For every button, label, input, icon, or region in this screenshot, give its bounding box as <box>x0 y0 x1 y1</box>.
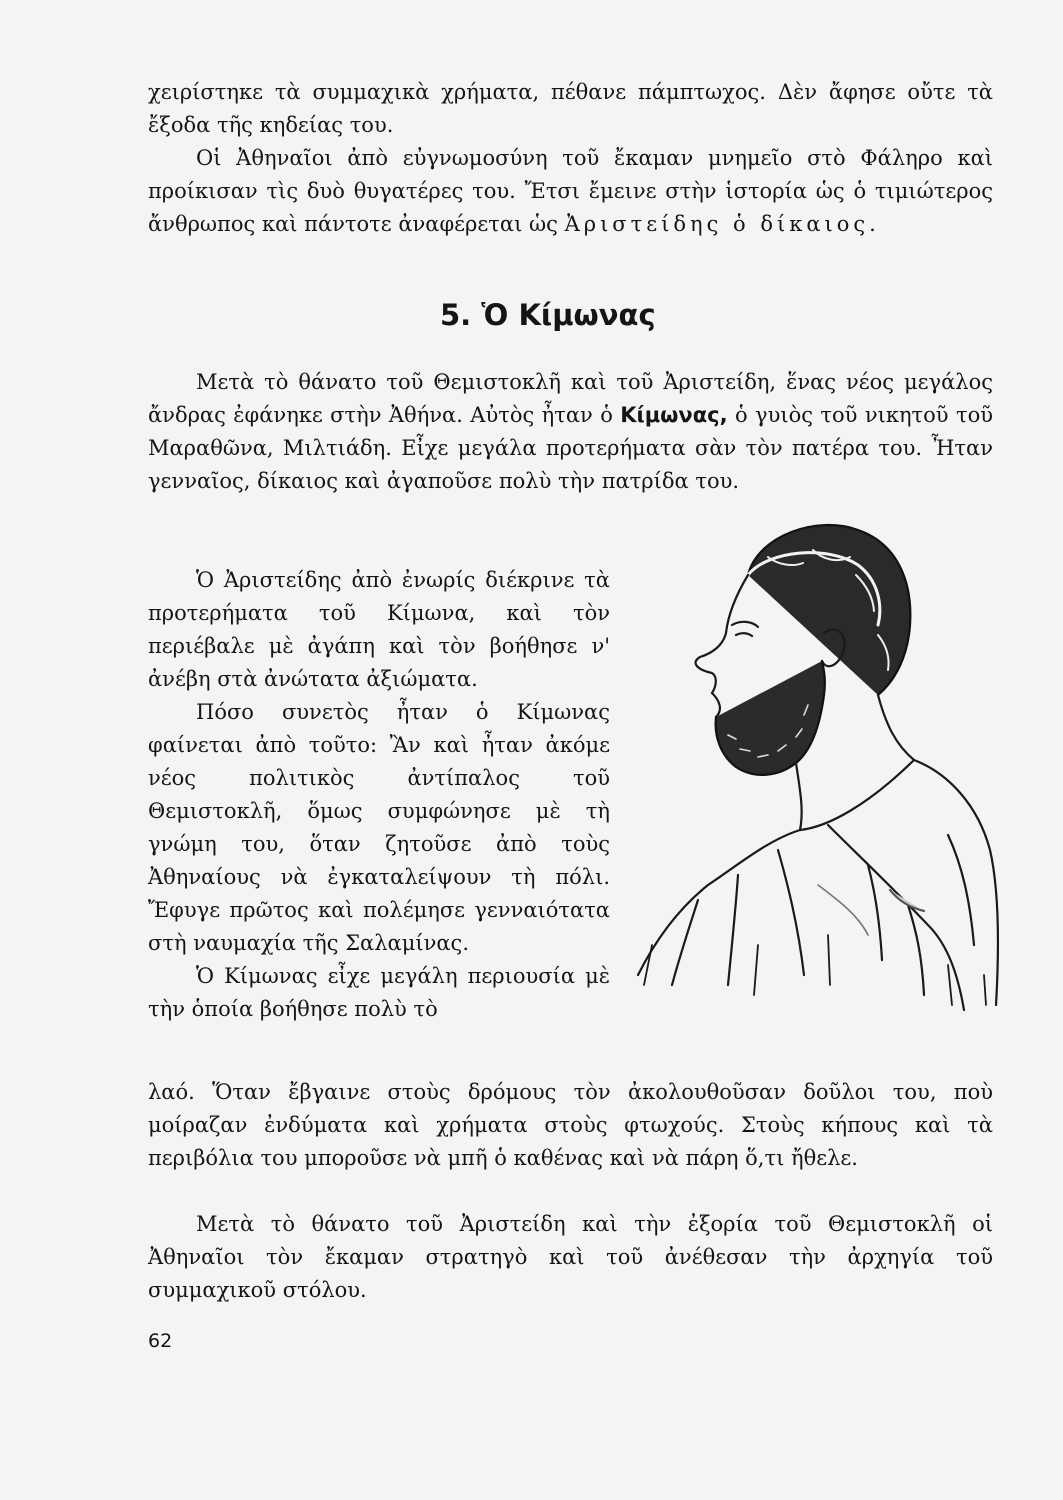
body-paragraph-5 <box>148 1208 993 1307</box>
intro-line: χειρίστηκε τὰ συμμαχικὰ χρήματα, πέθανε πάμπτωχος. Δὲν ἄφησε οὔτε τὰ ἔξοδα τῆς κηδείας του. <box>148 80 993 137</box>
intro-paragraph-1 <box>148 76 993 142</box>
p4-rest: λαό. Ὅταν ἔβγαινε στοὺς δρόμους τὸν ἀκολουθοῦσαν δοῦλοι του, ποὺ μοίραζαν ἐνδύματα καὶ χρήματα στοὺς φτωχούς. Στοὺς κήπους καὶ τὰ περιβόλια του μποροῦσε νὰ μπῆ ὁ καθένας καὶ νὰ πάρη ὅ,τι ἤθελε. <box>148 1080 993 1170</box>
body-paragraph-3: Πόσο συνετὸς ἦταν ὁ Κίμωνας φαίνεται ἀπὸ τοῦτο: Ἂν καὶ ἦταν ἀκόμε νέος πολιτικὸς ἀντίπαλος τοῦ Θεμιστοκλῆ, ὅμως συμφώνησε μὲ τὴ γνώμη του, ὅταν ζητοῦσε ἀπὸ τοὺς Ἀθηναίους νὰ ἐγκαταλείψουν τὴ πόλι. Ἔφυγε πρῶτος καὶ πολέμησε γενναιότατα στὴ ναυμαχία τῆς Σαλαμίνας. <box>148 700 610 955</box>
kimon-portrait-illustration <box>628 505 1000 1025</box>
section-title: 5. Ὁ Κίμωνας <box>440 298 656 332</box>
kimon-name: Κίμωνας, <box>620 403 728 427</box>
p1-start: Μετὰ τὸ θάνατο τοῦ Θεμιστοκλῆ καὶ τοῦ Ἀριστείδη, ἕνας νέος μεγάλος ἄνδρας ἐφάνηκε στὴν Ἀθήνα. Αὐτὸς ἦταν ὁ <box>148 370 993 427</box>
narrow-column <box>148 564 610 1026</box>
body-paragraph-1-top <box>148 366 993 498</box>
intro-text: Οἱ Ἀθηναῖοι ἀπὸ εὐγνωμοσύνη τοῦ ἔκαμαν μνημεῖο στὸ Φάληρο καὶ προίκισαν τὶς δυὸ θυγατέρες του. Ἔτσι ἔμεινε στὴν ἱστορία ὡς ὁ τιμιώτερος ἄνθρωπος καὶ πάντοτε ἀναφέρεται ὡς <box>148 146 993 236</box>
body-paragraph-2: Ὁ Ἀριστείδης ἀπὸ ἐνωρίς διέκρινε τὰ προτερήματα τοῦ Κίμωνα, καὶ τὸν περιέβαλε μὲ ἀγάπη καὶ τὸν βοήθησε ν' ἀνέβη στὰ ἀνώτατα ἀξιώματα. <box>148 568 610 691</box>
aristeides-epithet: Ἀριστείδης ὁ δίκαιος. <box>564 212 880 236</box>
page-number: 62 <box>148 1330 173 1352</box>
p1-end: ὁ γυιὸς τοῦ νικητοῦ τοῦ Μαραθῶνα, Μιλτιάδη. Εἶχε μεγάλα προτερήματα σὰν τὸν πατέρα του. Ἦταν γενναῖος, δίκαιος καὶ ἀγαποῦσε πολὺ τὴν πατρίδα του. <box>148 403 993 493</box>
intro-paragraph-2 <box>148 142 993 241</box>
body-paragraph-4a: Ὁ Κίμωνας εἶχε μεγάλη περιουσία μὲ τὴν ὁποία βοήθησε πολὺ τὸ <box>148 964 610 1021</box>
p5-text: Μετὰ τὸ θάνατο τοῦ Ἀριστείδη καὶ τὴν ἐξορία τοῦ Θεμιστοκλῆ οἱ Ἀθηναῖοι τὸν ἔκαμαν στρατηγὸ καὶ τοῦ ἀνέθεσαν τὴν ἀρχηγία τοῦ συμμαχικοῦ στόλου. <box>148 1212 993 1302</box>
body-paragraph-4b <box>148 1076 993 1175</box>
